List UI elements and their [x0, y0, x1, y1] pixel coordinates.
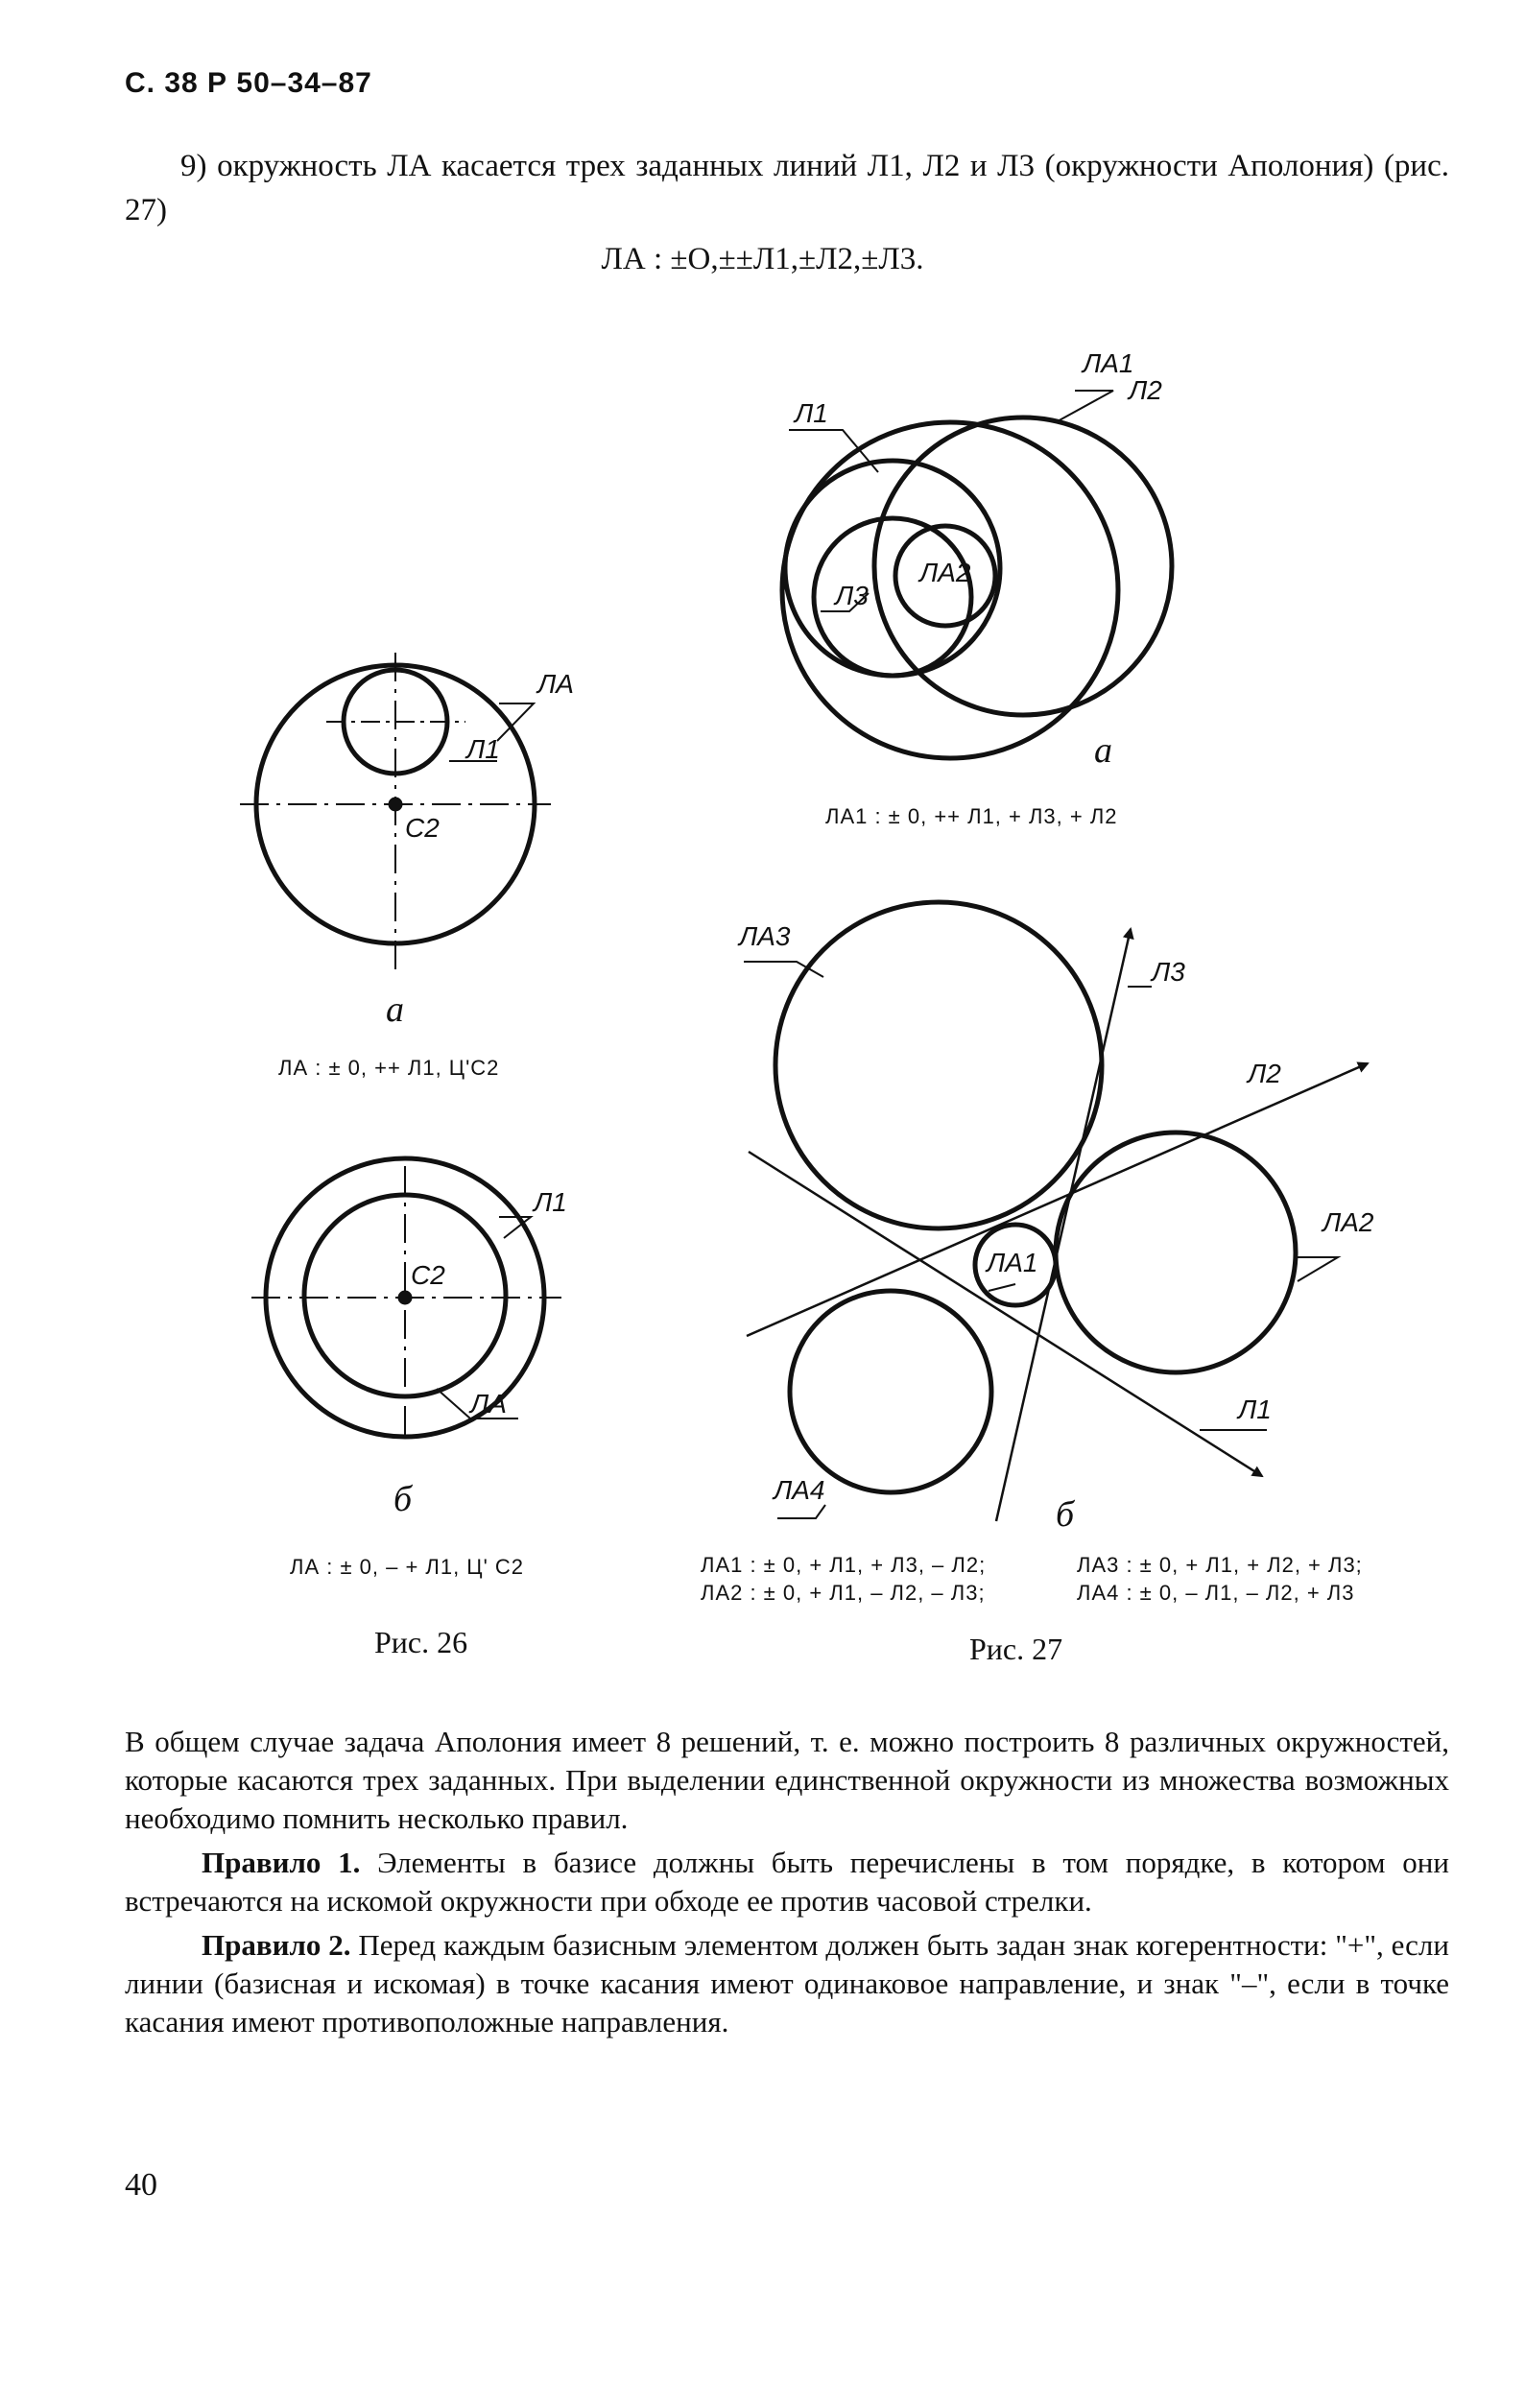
- fig26a-label-l1: Л1: [466, 734, 500, 764]
- fig26-title: Рис. 26: [374, 1625, 468, 1659]
- fig27-title: Рис. 27: [969, 1632, 1063, 1666]
- fig27b-label-la1: ЛА1: [987, 1248, 1038, 1277]
- fig27b-label-l2: Л2: [1248, 1059, 1281, 1088]
- fig27b-label-l1: Л1: [1238, 1395, 1272, 1424]
- fig26a-letter: а: [386, 989, 404, 1030]
- rule2-text: Перед каждым базисным элементом должен быть задан знак когерентности: "+", если линии (базисная и искомая) в точке касания имеют одинаковое направление, и знак "–", если в точке касания имеют противоположные направления.: [125, 1928, 1449, 2038]
- fig27a-drawing: [782, 391, 1172, 758]
- fig26a-caption: ЛА : ± 0, ++ Л1, Ц'С2: [278, 1056, 500, 1080]
- fig26a-label-la: ЛА: [537, 669, 574, 699]
- fig27a-label-l3: Л3: [835, 581, 869, 610]
- body-paragraph-1: В общем случае задача Аполония имеет 8 решений, т. е. можно построить 8 различных окружностей, которые касаются трех заданных. При выделении единственной окружности из множества возможных необходимо помнить несколько правил.: [125, 1725, 1449, 1835]
- fig27b-circle-la4: [790, 1291, 991, 1492]
- fig27a-letter: а: [1094, 730, 1112, 771]
- fig27b-circle-la3: [775, 902, 1102, 1228]
- fig27a-label-l1: Л1: [795, 398, 828, 428]
- fig27a-label-l2: Л2: [1129, 375, 1162, 405]
- rule1-text: Элементы в базисе должны быть перечислены в том порядке, в котором они встречаются на искомой окружности при обходе ее против часовой стрелки.: [125, 1846, 1449, 1918]
- rule2-label: Правило 2.: [202, 1928, 351, 1962]
- intro-paragraph: 9) окружность ЛА касается трех заданных линий Л1, Л2 и Л3 (окружности Аполония) (рис. 27): [125, 149, 1449, 227]
- body-text: [125, 1723, 1449, 2047]
- fig26b-letter: б: [393, 1479, 413, 1519]
- fig27b-line-l2: [747, 1063, 1368, 1336]
- fig26b-center-c2: [398, 1291, 412, 1304]
- page-number: 40: [125, 2167, 157, 2203]
- fig27a-caption: ЛА1 : ± 0, ++ Л1, + Л3, + Л2: [825, 804, 1118, 828]
- fig26b-label-la: ЛА: [470, 1389, 507, 1419]
- fig27b-label-la2: ЛА2: [1322, 1207, 1374, 1237]
- fig26b-caption: ЛА : ± 0, – + Л1, Ц' С2: [290, 1555, 525, 1579]
- fig26b-drawing: [251, 1158, 561, 1440]
- fig27b-caption-right2: ЛА4 : ± 0, – Л1, – Л2, + Л3: [1077, 1581, 1355, 1605]
- fig26a-center-c2: [389, 798, 402, 811]
- fig27b-caption-left1: ЛА1 : ± 0, + Л1, + Л3, – Л2;: [701, 1553, 987, 1577]
- rule1-label: Правило 1.: [202, 1846, 361, 1879]
- fig27b-label-la4: ЛА4: [774, 1475, 825, 1505]
- fig27b-caption-left2: ЛА2 : ± 0, + Л1, – Л2, – Л3;: [701, 1581, 986, 1605]
- body-rule-2: [125, 1926, 1449, 2041]
- formula: ЛА : ±О,±±Л1,±Л2,±Л3.: [601, 242, 924, 276]
- fig27a-label-la2: ЛА2: [919, 558, 971, 587]
- body-rule-1: [125, 1844, 1449, 1920]
- fig27a-label-la1: ЛА1: [1083, 348, 1134, 378]
- fig27b-label-la3: ЛА3: [739, 921, 791, 951]
- fig27b-caption-right1: ЛА3 : ± 0, + Л1, + Л2, + Л3;: [1077, 1553, 1363, 1577]
- fig26a-label-c2: С2: [405, 813, 440, 843]
- fig26a-drawing: [240, 653, 551, 969]
- fig27b-letter: б: [1056, 1494, 1075, 1535]
- fig27b-drawing: [744, 902, 1368, 1521]
- fig26b-label-l1: Л1: [534, 1187, 567, 1217]
- fig27b-circle-la2: [1056, 1132, 1296, 1372]
- fig27b-label-l3: Л3: [1152, 957, 1185, 987]
- page-header: С. 38 Р 50–34–87: [125, 67, 372, 99]
- fig26b-label-c2: С2: [411, 1260, 445, 1290]
